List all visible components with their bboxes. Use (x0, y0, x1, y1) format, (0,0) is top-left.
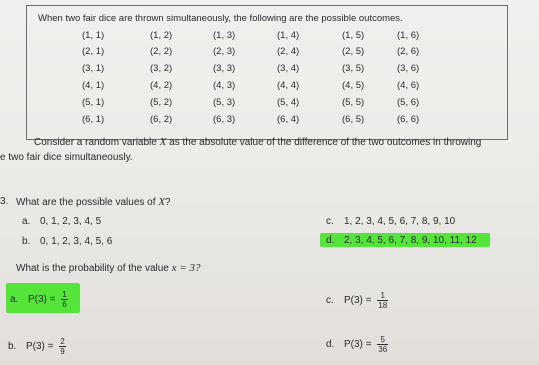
q2-option-a-numerator: 1 (62, 290, 67, 299)
outcome-cell: (1, 4) (277, 30, 300, 41)
outcome-cell: (2, 2) (150, 46, 173, 57)
outcome-cell: (1, 3) (213, 30, 236, 41)
q1-option-d-label: d. (326, 235, 335, 246)
q2-option-d-lhs: P(3) = (344, 339, 372, 351)
outcome-cell: (5, 3) (213, 97, 236, 108)
q2-option-a-lhs: P(3) = (28, 294, 56, 306)
q2-option-d-label: d. (326, 339, 335, 351)
question-1-mark: ? (165, 197, 171, 208)
outcome-cell: (4, 4) (277, 80, 300, 91)
outcome-cell: (2, 5) (342, 46, 365, 57)
outcome-cell: (4, 2) (150, 80, 173, 91)
q1-option-d-text: 2, 3, 4, 5, 6, 7, 8, 9, 10, 11, 12 (344, 235, 477, 246)
q1-option-c[interactable] (326, 216, 455, 227)
q2-option-b-numerator: 2 (60, 337, 65, 346)
q1-option-b-text: 0, 1, 2, 3, 4, 5, 6 (40, 236, 113, 247)
q1-option-b[interactable] (22, 236, 112, 247)
question-2-prompt: What is the probability of the value (16, 263, 169, 274)
q2-option-a[interactable] (10, 290, 68, 309)
outcome-cell: (5, 6) (397, 97, 420, 108)
outcome-cell: (3, 1) (82, 63, 105, 74)
outcome-cell: (6, 1) (82, 114, 105, 125)
question-2-text (16, 262, 200, 274)
outcome-cell: (5, 1) (82, 97, 105, 108)
q1-option-a-text: 0, 1, 2, 3, 4, 5 (40, 216, 102, 227)
q2-option-b-lhs: P(3) = (26, 341, 54, 353)
q2-option-c-fraction (377, 291, 388, 310)
q1-option-d[interactable] (326, 235, 477, 246)
outcome-cell: (6, 2) (150, 114, 173, 125)
description-line-2: e two fair dice simultaneously. (0, 152, 133, 163)
q2-option-c-numerator: 1 (377, 291, 388, 301)
question-1-variable: X (158, 196, 166, 208)
q2-option-c-lhs: P(3) = (344, 295, 372, 307)
outcome-cell: (3, 4) (277, 63, 300, 74)
intro-text: When two fair dice are thrown simultaneously, the following are the possible outcomes. (38, 13, 403, 24)
outcome-cell: (2, 1) (82, 46, 105, 57)
q2-option-b-label: b. (8, 341, 17, 353)
question-1-prompt: What are the possible values of (16, 197, 156, 208)
q1-option-c-text: 1, 2, 3, 4, 5, 6, 7, 8, 9, 10 (344, 216, 456, 227)
outcome-cell: (1, 1) (82, 30, 105, 41)
question-2-expression: x = 3? (171, 262, 201, 274)
outcome-cell: (5, 4) (277, 97, 300, 108)
outcome-cell: (3, 6) (397, 63, 420, 74)
q1-option-c-label: c. (326, 216, 334, 227)
q2-option-d-numerator: 5 (377, 335, 388, 345)
q1-option-a[interactable] (22, 216, 101, 227)
outcome-cell: (6, 3) (213, 114, 236, 125)
outcome-cell: (5, 5) (342, 97, 365, 108)
question-number: 3. (0, 196, 9, 207)
outcome-cell: (2, 6) (397, 46, 420, 57)
outcome-cell: (1, 6) (397, 30, 420, 41)
outcome-cell: (6, 6) (397, 114, 420, 125)
q2-option-d-denominator: 36 (378, 345, 388, 354)
outcome-cell: (6, 4) (277, 114, 300, 125)
description-line-1 (34, 136, 481, 148)
q2-option-b[interactable] (8, 337, 66, 356)
outcome-cell: (2, 4) (277, 46, 300, 57)
q2-option-c-denominator: 18 (378, 301, 388, 310)
description-text-a: Consider a random variable (34, 137, 157, 148)
question-1-text (16, 196, 171, 208)
q2-option-b-fraction (59, 337, 65, 356)
outcome-cell: (4, 1) (82, 80, 105, 91)
description-text-b: as the absolute value of the difference of the two outcomes in throwing (169, 137, 482, 148)
q2-option-a-fraction (61, 290, 67, 309)
q2-option-a-label: a. (10, 294, 19, 306)
q2-option-b-denominator: 9 (60, 347, 65, 356)
outcome-cell: (5, 2) (150, 97, 173, 108)
outcome-cell: (4, 3) (213, 80, 236, 91)
outcome-cell: (3, 5) (342, 63, 365, 74)
outcome-cell: (6, 5) (342, 114, 365, 125)
q2-option-d[interactable] (326, 335, 388, 354)
outcome-cell: (4, 5) (342, 80, 365, 91)
outcome-cell: (1, 5) (342, 30, 365, 41)
outcome-cell: (2, 3) (213, 46, 236, 57)
outcome-cell: (3, 3) (213, 63, 236, 74)
q1-option-b-label: b. (22, 236, 31, 247)
variable-x: X (159, 136, 167, 148)
outcome-cell: (1, 2) (150, 30, 173, 41)
outcome-cell: (4, 6) (397, 80, 420, 91)
q2-option-d-fraction (377, 335, 388, 354)
q2-option-c-label: c. (326, 295, 334, 307)
q2-option-c[interactable] (326, 291, 388, 310)
q1-option-a-label: a. (22, 216, 31, 227)
outcome-cell: (3, 2) (150, 63, 173, 74)
q2-option-a-denominator: 6 (62, 300, 67, 309)
